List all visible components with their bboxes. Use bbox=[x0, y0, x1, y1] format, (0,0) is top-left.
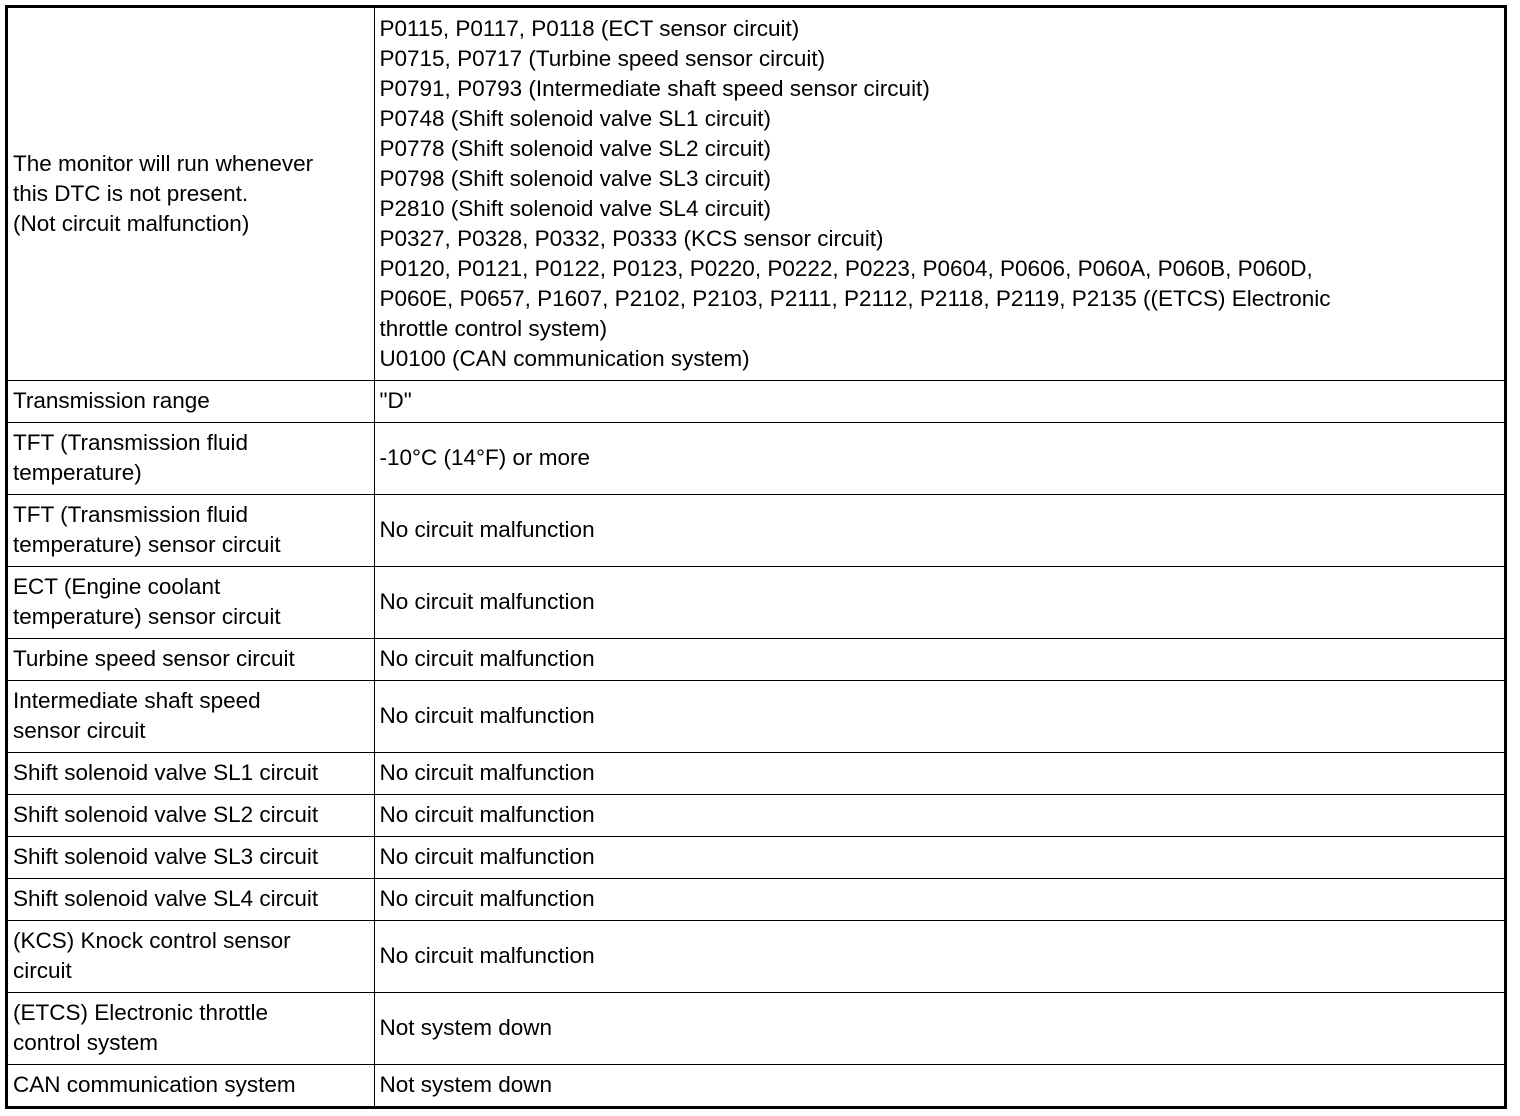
row-item-cell bbox=[8, 680, 374, 752]
row-value-cell bbox=[374, 752, 1504, 794]
conditions-table-frame bbox=[5, 5, 1507, 1109]
dtc-list-line: P0715, P0717 (Turbine speed sensor circuit) bbox=[379, 45, 826, 71]
row-value-cell bbox=[374, 494, 1504, 566]
dtc-list-line: P0748 (Shift solenoid valve SL1 circuit) bbox=[379, 105, 771, 131]
row-value-cell bbox=[374, 920, 1504, 992]
dtc-list-line: throttle control system) bbox=[379, 315, 608, 341]
item-text-line: ECT (Engine coolant bbox=[13, 574, 221, 599]
table-row bbox=[8, 794, 1504, 836]
row-value-cell bbox=[374, 1064, 1504, 1106]
row-value-cell bbox=[374, 836, 1504, 878]
row-value-cell bbox=[374, 680, 1504, 752]
row-item-cell bbox=[8, 638, 374, 680]
row-item-cell bbox=[8, 752, 374, 794]
row-item-cell bbox=[8, 494, 374, 566]
item-text-line: control system bbox=[13, 1030, 159, 1055]
table-row bbox=[8, 422, 1504, 494]
row-item-cell bbox=[8, 992, 374, 1064]
table-row bbox=[8, 878, 1504, 920]
dtc-list-line: P0120, P0121, P0122, P0123, P0220, P0222, P0223, P0604, P0606, P060A, P060B, P060D, bbox=[379, 255, 1313, 281]
condition-value: Not system down bbox=[379, 1072, 553, 1098]
item-text-line: Shift solenoid valve SL4 circuit bbox=[13, 886, 319, 911]
table-row bbox=[8, 836, 1504, 878]
item-text-line: (ETCS) Electronic throttle bbox=[13, 1000, 269, 1025]
dtc-list-line: U0100 (CAN communication system) bbox=[379, 345, 750, 371]
row-value-cell bbox=[374, 380, 1504, 422]
item-text-line: this DTC is not present. bbox=[13, 180, 249, 206]
table-body bbox=[8, 8, 1504, 1106]
item-text-line: (Not circuit malfunction) bbox=[13, 210, 250, 236]
item-text-line: Shift solenoid valve SL3 circuit bbox=[13, 844, 319, 869]
item-text-line: circuit bbox=[13, 958, 72, 983]
row-value-cell bbox=[374, 992, 1504, 1064]
dtc-list-line: P060E, P0657, P1607, P2102, P2103, P2111, P2112, P2118, P2119, P2135 ((ETCS) Electronic bbox=[379, 285, 1331, 311]
row-value-cell bbox=[374, 422, 1504, 494]
item-text-line: Intermediate shaft speed bbox=[13, 688, 261, 713]
dtc-list-line: P0798 (Shift solenoid valve SL3 circuit) bbox=[379, 165, 771, 191]
item-text-line: temperature) sensor circuit bbox=[13, 532, 281, 557]
condition-value: "D" bbox=[379, 388, 412, 413]
row-item-cell bbox=[8, 794, 374, 836]
monitor-conditions-table bbox=[8, 8, 1504, 1106]
item-text-line: temperature) sensor circuit bbox=[13, 604, 281, 629]
row-item-cell bbox=[8, 422, 374, 494]
row-item-cell bbox=[8, 566, 374, 638]
item-text-line: Shift solenoid valve SL2 circuit bbox=[13, 802, 319, 827]
table-row-dtc-list bbox=[8, 8, 1504, 380]
item-text-line: (KCS) Knock control sensor bbox=[13, 928, 291, 953]
table-row bbox=[8, 380, 1504, 422]
condition-value: No circuit malfunction bbox=[379, 646, 595, 671]
row-value-cell bbox=[374, 638, 1504, 680]
row-item-cell bbox=[8, 8, 374, 380]
dtc-list-line: P2810 (Shift solenoid valve SL4 circuit) bbox=[379, 195, 771, 221]
item-text-line: Transmission range bbox=[13, 388, 210, 413]
row-value-cell bbox=[374, 566, 1504, 638]
dtc-list-line: P0115, P0117, P0118 (ECT sensor circuit) bbox=[379, 15, 800, 41]
table-row bbox=[8, 566, 1504, 638]
item-text-line: TFT (Transmission fluid bbox=[13, 430, 249, 455]
row-value-cell bbox=[374, 8, 1504, 380]
condition-value: No circuit malfunction bbox=[379, 589, 595, 614]
condition-value: Not system down bbox=[379, 1015, 553, 1040]
item-text-line: CAN communication system bbox=[13, 1072, 296, 1098]
table-row bbox=[8, 1064, 1504, 1106]
item-text-line: Shift solenoid valve SL1 circuit bbox=[13, 760, 319, 785]
item-text-line: Turbine speed sensor circuit bbox=[13, 646, 295, 671]
row-item-cell bbox=[8, 380, 374, 422]
condition-value: No circuit malfunction bbox=[379, 886, 595, 911]
item-text-line: TFT (Transmission fluid bbox=[13, 502, 249, 527]
condition-value: No circuit malfunction bbox=[379, 943, 595, 968]
dtc-list-line: P0778 (Shift solenoid valve SL2 circuit) bbox=[379, 135, 771, 161]
condition-value: No circuit malfunction bbox=[379, 802, 595, 827]
table-row bbox=[8, 992, 1504, 1064]
item-text-line: sensor circuit bbox=[13, 718, 146, 743]
condition-value: No circuit malfunction bbox=[379, 703, 595, 728]
dtc-list-line: P0327, P0328, P0332, P0333 (KCS sensor circuit) bbox=[379, 225, 884, 251]
table-row bbox=[8, 638, 1504, 680]
dtc-list-line: P0791, P0793 (Intermediate shaft speed sensor circuit) bbox=[379, 75, 930, 101]
row-item-cell bbox=[8, 920, 374, 992]
condition-value: -10°C (14°F) or more bbox=[379, 445, 591, 470]
table-row bbox=[8, 680, 1504, 752]
table-row bbox=[8, 494, 1504, 566]
row-item-cell bbox=[8, 1064, 374, 1106]
row-item-cell bbox=[8, 878, 374, 920]
condition-value: No circuit malfunction bbox=[379, 517, 595, 542]
condition-value: No circuit malfunction bbox=[379, 760, 595, 785]
table-row bbox=[8, 752, 1504, 794]
item-text-line: The monitor will run whenever bbox=[13, 150, 314, 176]
item-text-line: temperature) bbox=[13, 460, 142, 485]
row-value-cell bbox=[374, 794, 1504, 836]
row-value-cell bbox=[374, 878, 1504, 920]
table-row bbox=[8, 920, 1504, 992]
condition-value: No circuit malfunction bbox=[379, 844, 595, 869]
row-item-cell bbox=[8, 836, 374, 878]
